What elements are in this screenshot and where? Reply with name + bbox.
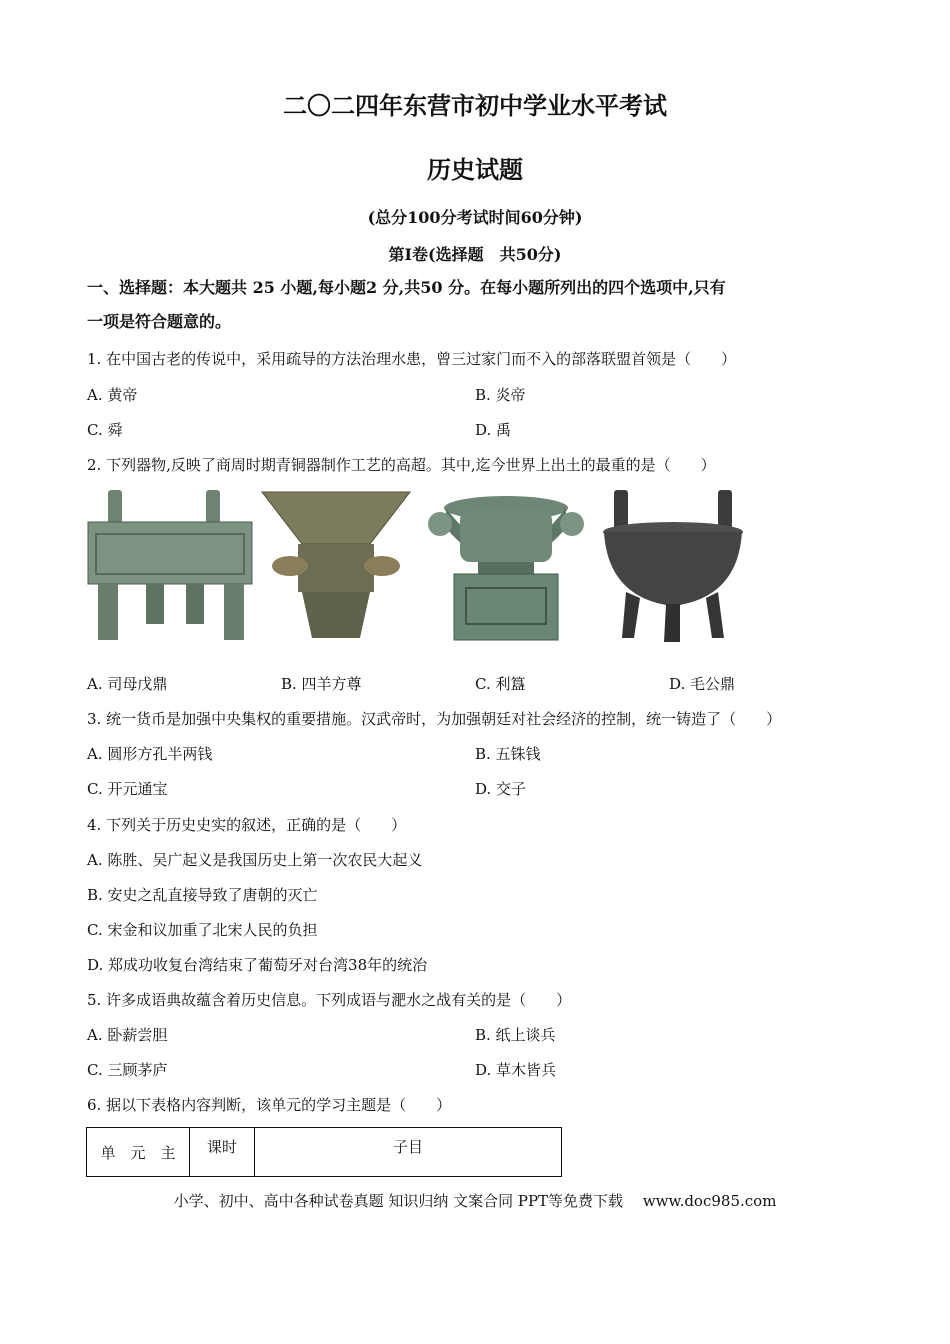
- question-3-option-c: C. 开元通宝: [87, 780, 168, 798]
- question-5-option-d: D. 草木皆兵: [475, 1061, 557, 1079]
- question-3-option-b: B. 五铢钱: [475, 745, 541, 763]
- table-header-lesson: 课时: [190, 1128, 255, 1177]
- section-heading-line1: 一、选择题：本大题共 25 小题,每小题2 分,共50 分。在每小题所列出的四个选项中,只有: [87, 278, 726, 297]
- question-3-option-d: D. 交子: [475, 780, 527, 798]
- question-1-option-b: B. 炎帝: [475, 386, 526, 404]
- question-4-option-a: A. 陈胜、吴广起义是我国历史上第一次农民大起义: [87, 851, 423, 869]
- question-1-option-d: D. 禹: [475, 421, 512, 439]
- maogong-ding-image: [600, 488, 746, 644]
- footer-note: 小学、初中、高中各种试卷真题 知识归纳 文案合同 PPT等免费下载 www.doc985.com: [173, 1192, 777, 1210]
- question-4-option-d: D. 郑成功收复台湾结束了葡萄牙对台湾38年的统治: [87, 956, 428, 974]
- question-5-option-c: C. 三顾茅庐: [87, 1061, 168, 1079]
- exam-info: (总分100分考试时间60分钟): [367, 208, 583, 227]
- table-header-subitems: 子目: [255, 1128, 562, 1177]
- table-header-unit: 单 元 主: [87, 1128, 190, 1177]
- question-4-stem: 4. 下列关于历史史实的叙述，正确的是（ ）: [87, 816, 407, 834]
- question-3-option-a: A. 圆形方孔半两钱: [87, 745, 213, 763]
- question-4-option-b: B. 安史之乱直接导致了唐朝的灭亡: [87, 886, 318, 904]
- question-5-option-a: A. 卧薪尝胆: [87, 1026, 168, 1044]
- simuwu-ding-image: [86, 488, 256, 644]
- question-2-option-b: B. 四羊方尊: [281, 675, 362, 693]
- table-header-row: [87, 1128, 562, 1177]
- question-2-option-d: D. 毛公鼎: [669, 675, 736, 693]
- question-1-option-a: A. 黄帝: [87, 386, 138, 404]
- volume-heading: 第Ⅰ卷(选择题 共50分): [388, 245, 562, 264]
- question-2-option-a: A. 司母戊鼎: [87, 675, 168, 693]
- question-1-option-c: C. 舜: [87, 421, 123, 439]
- question-4-option-c: C. 宋金和议加重了北宋人民的负担: [87, 921, 318, 939]
- question-2-option-c: C. 利簋: [475, 675, 526, 693]
- question-2-stem: 2. 下列器物,反映了商周时期青铜器制作工艺的高超。其中,迄今世界上出土的最重的是（ ）: [87, 456, 716, 474]
- section-heading: [87, 271, 867, 339]
- li-gui-image: [426, 488, 586, 644]
- unit-table: [86, 1127, 562, 1177]
- exam-title: 二〇二四年东营市初中学业水平考试: [283, 91, 667, 120]
- question-1-stem: 1. 在中国古老的传说中，采用疏导的方法治理水患，曾三过家门而不入的部落联盟首领是（ ）: [87, 350, 737, 368]
- question-5-stem: 5. 许多成语典故蕴含着历史信息。下列成语与淝水之战有关的是（ ）: [87, 991, 572, 1009]
- question-3-stem: 3. 统一货币是加强中央集权的重要措施。汉武帝时，为加强朝廷对社会经济的控制，统一铸造了（ ）: [87, 710, 782, 728]
- section-heading-line2: 一项是符合题意的。: [87, 312, 232, 331]
- exam-subtitle: 历史试题: [427, 155, 523, 184]
- question-6-stem: 6. 据以下表格内容判断，该单元的学习主题是（ ）: [87, 1096, 452, 1114]
- four-ram-square-zun-image: [260, 488, 412, 644]
- question-5-option-b: B. 纸上谈兵: [475, 1026, 556, 1044]
